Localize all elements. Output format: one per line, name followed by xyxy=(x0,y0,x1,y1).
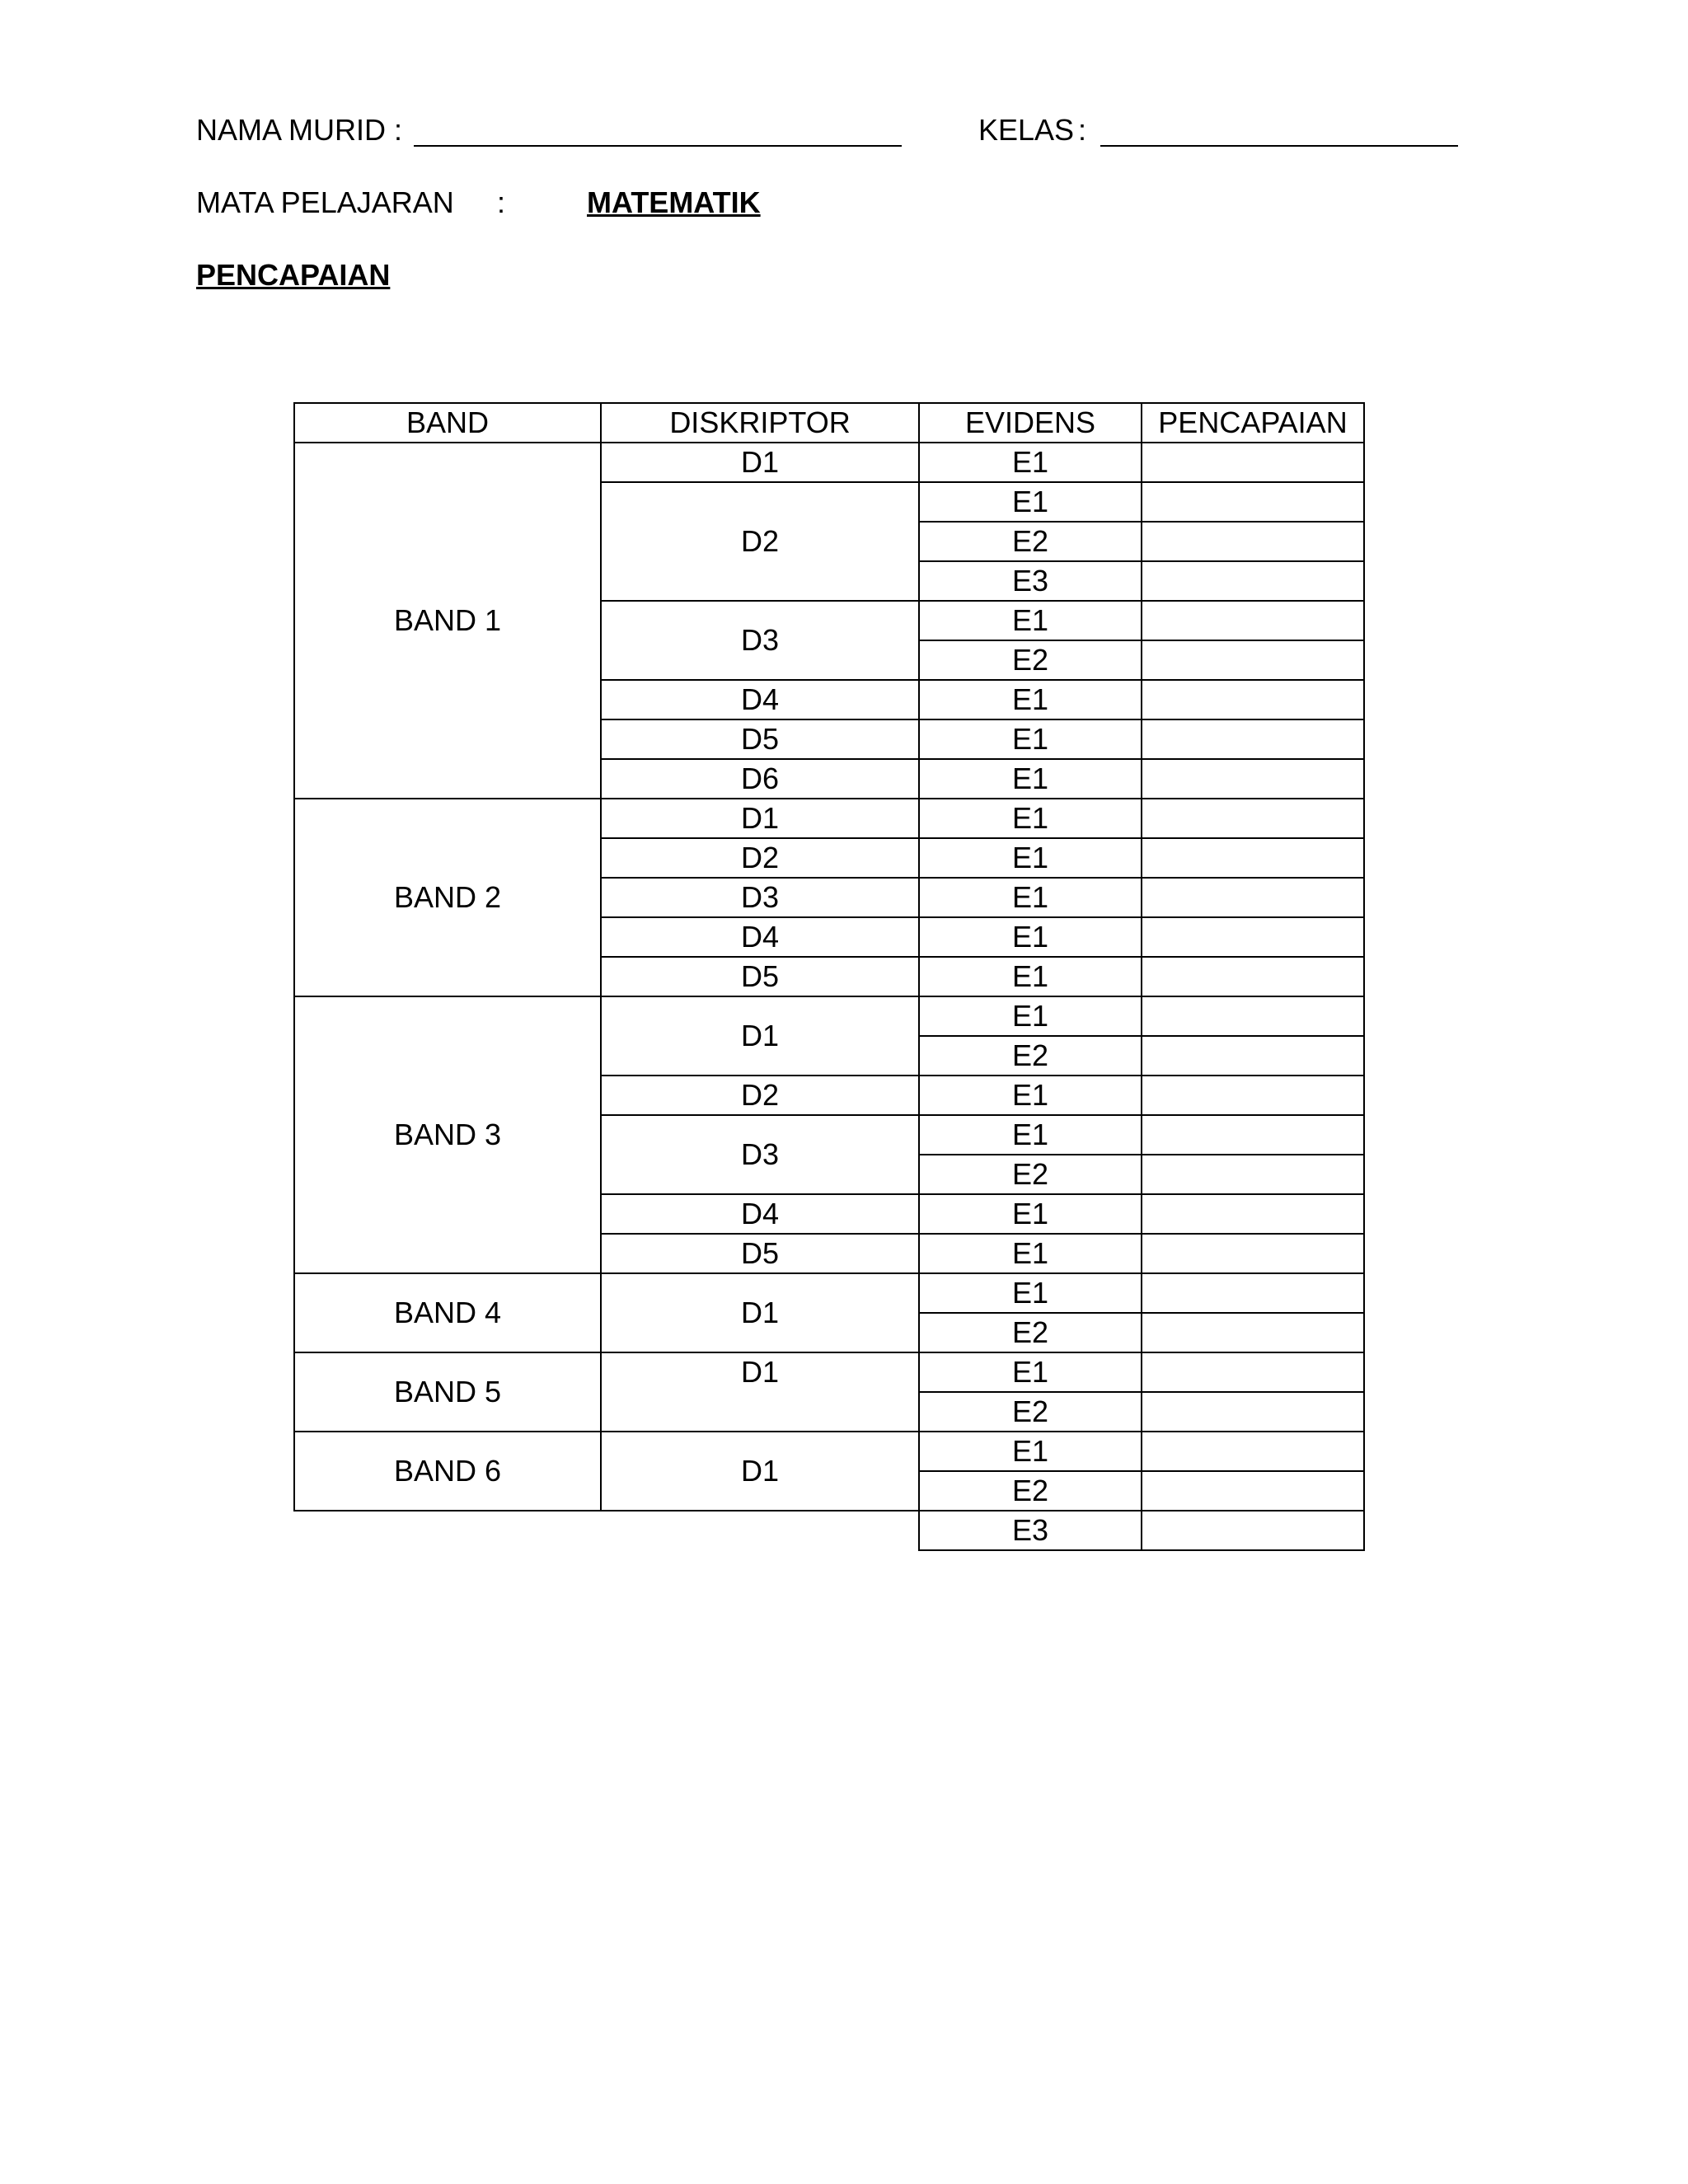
class-field[interactable] xyxy=(1100,145,1458,147)
evidence-cell: E1 xyxy=(919,1076,1142,1115)
evidence-cell: E1 xyxy=(919,1194,1142,1234)
achievement-cell[interactable] xyxy=(1142,482,1364,522)
evidence-cell: E1 xyxy=(919,759,1142,799)
table-row xyxy=(294,1273,1364,1313)
evidence-cell: E2 xyxy=(919,1471,1142,1511)
evidence-cell: E1 xyxy=(919,996,1142,1036)
achievement-cell[interactable] xyxy=(1142,1352,1364,1392)
evidence-cell: E1 xyxy=(919,601,1142,640)
evidence-cell: E1 xyxy=(919,878,1142,917)
achievement-cell[interactable] xyxy=(1142,878,1364,917)
table-row xyxy=(294,996,1364,1036)
descriptor-cell: D3 xyxy=(601,601,919,680)
descriptor-cell: D4 xyxy=(601,1194,919,1234)
descriptor-cell: D2 xyxy=(601,838,919,878)
achievement-cell[interactable] xyxy=(1142,799,1364,838)
achievement-cell[interactable] xyxy=(1142,1076,1364,1115)
evidence-cell: E1 xyxy=(919,1115,1142,1155)
subject-colon: : xyxy=(497,185,506,219)
evidence-cell: E1 xyxy=(919,719,1142,759)
descriptor-cell: D2 xyxy=(601,1076,919,1115)
descriptor-cell: D1 xyxy=(601,799,919,838)
achievement-cell[interactable] xyxy=(1142,522,1364,561)
achievement-cell[interactable] xyxy=(1142,443,1364,482)
evidence-cell: E3 xyxy=(919,1511,1142,1550)
descriptor-cell: D1 xyxy=(601,1273,919,1352)
descriptor-cell: D4 xyxy=(601,917,919,957)
achievement-cell[interactable] xyxy=(1142,996,1364,1036)
evidence-cell: E1 xyxy=(919,1432,1142,1471)
evidence-cell: E1 xyxy=(919,1352,1142,1392)
achievement-cell[interactable] xyxy=(1142,1313,1364,1352)
evidence-cell: E2 xyxy=(919,522,1142,561)
evidence-cell: E2 xyxy=(919,1392,1142,1432)
achievement-cell[interactable] xyxy=(1142,601,1364,640)
achievement-cell[interactable] xyxy=(1142,719,1364,759)
table-row xyxy=(294,1511,1364,1550)
student-name-field[interactable] xyxy=(414,145,902,147)
subject-label: MATA PELAJARAN xyxy=(196,185,454,219)
achievement-cell[interactable] xyxy=(1142,957,1364,996)
evidence-cell: E2 xyxy=(919,1155,1142,1194)
descriptor-cell: D1 xyxy=(601,1432,919,1511)
achievement-cell[interactable] xyxy=(1142,759,1364,799)
column-header-descriptor: DISKRIPTOR xyxy=(601,403,919,443)
achievement-cell[interactable] xyxy=(1142,1036,1364,1076)
evidence-cell: E1 xyxy=(919,680,1142,719)
band-cell: BAND 6 xyxy=(294,1432,601,1511)
section-title: PENCAPAIAN xyxy=(196,258,391,292)
table-row xyxy=(294,443,1364,482)
band-cell: BAND 5 xyxy=(294,1352,601,1432)
band-cell: BAND 4 xyxy=(294,1273,601,1352)
evidence-cell: E1 xyxy=(919,838,1142,878)
table-header-row xyxy=(294,403,1364,443)
assessment-table xyxy=(293,402,1365,1551)
achievement-cell[interactable] xyxy=(1142,1155,1364,1194)
table-body xyxy=(294,443,1364,1550)
band-cell: BAND 1 xyxy=(294,443,601,799)
evidence-cell: E1 xyxy=(919,957,1142,996)
class-label: KELAS xyxy=(978,113,1075,147)
table-row xyxy=(294,799,1364,838)
column-header-achievement: PENCAPAIAN xyxy=(1142,403,1364,443)
student-name-label: NAMA MURID : xyxy=(196,113,403,147)
achievement-cell[interactable] xyxy=(1142,1471,1364,1511)
evidence-cell: E1 xyxy=(919,917,1142,957)
empty-space xyxy=(294,1511,919,1550)
achievement-cell[interactable] xyxy=(1142,1273,1364,1313)
descriptor-cell: D1 xyxy=(601,996,919,1076)
achievement-cell[interactable] xyxy=(1142,561,1364,601)
achievement-cell[interactable] xyxy=(1142,1392,1364,1432)
descriptor-cell: D6 xyxy=(601,759,919,799)
table-row xyxy=(294,1432,1364,1471)
descriptor-cell: D1 xyxy=(601,443,919,482)
descriptor-cell: D3 xyxy=(601,878,919,917)
descriptor-cell: D3 xyxy=(601,1115,919,1194)
descriptor-cell: D5 xyxy=(601,719,919,759)
evidence-cell: E1 xyxy=(919,1234,1142,1273)
descriptor-cell: D2 xyxy=(601,482,919,601)
descriptor-cell: D1 xyxy=(601,1352,919,1432)
achievement-cell[interactable] xyxy=(1142,1234,1364,1273)
band-cell: BAND 3 xyxy=(294,996,601,1273)
achievement-cell[interactable] xyxy=(1142,1194,1364,1234)
column-header-band: BAND xyxy=(294,403,601,443)
achievement-cell[interactable] xyxy=(1142,1115,1364,1155)
column-header-evidence: EVIDENS xyxy=(919,403,1142,443)
achievement-cell[interactable] xyxy=(1142,1432,1364,1471)
evidence-cell: E1 xyxy=(919,482,1142,522)
descriptor-cell: D4 xyxy=(601,680,919,719)
evidence-cell: E1 xyxy=(919,1273,1142,1313)
descriptor-cell: D5 xyxy=(601,957,919,996)
descriptor-cell: D5 xyxy=(601,1234,919,1273)
class-colon: : xyxy=(1078,113,1087,147)
achievement-cell[interactable] xyxy=(1142,1511,1364,1550)
evidence-cell: E1 xyxy=(919,799,1142,838)
subject-value: MATEMATIK xyxy=(587,185,761,219)
achievement-cell[interactable] xyxy=(1142,838,1364,878)
table-row xyxy=(294,1352,1364,1392)
evidence-cell: E1 xyxy=(919,443,1142,482)
evidence-cell: E3 xyxy=(919,561,1142,601)
achievement-cell[interactable] xyxy=(1142,917,1364,957)
achievement-cell[interactable] xyxy=(1142,680,1364,719)
achievement-cell[interactable] xyxy=(1142,640,1364,680)
evidence-cell: E2 xyxy=(919,1313,1142,1352)
band-cell: BAND 2 xyxy=(294,799,601,996)
evidence-cell: E2 xyxy=(919,1036,1142,1076)
evidence-cell: E2 xyxy=(919,640,1142,680)
